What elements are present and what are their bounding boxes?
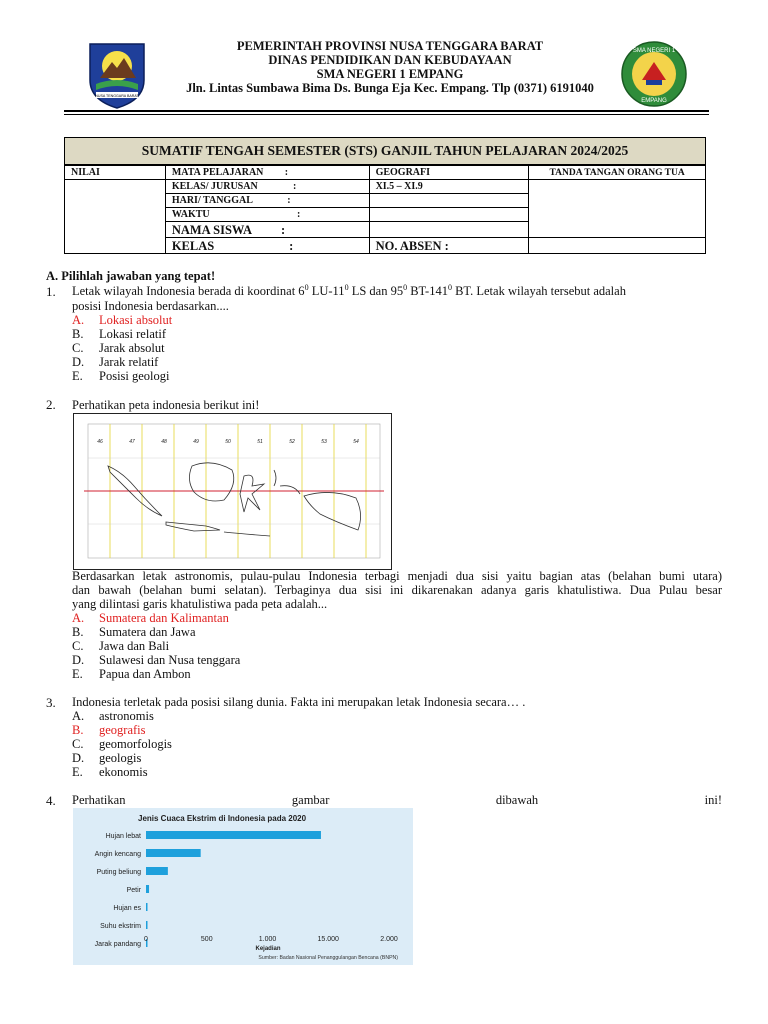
school-logo-top-text: SMA NEGERI 1 <box>632 48 676 54</box>
chart-source: Sumber: Badan Nasional Penanggulangan Bencana (BNPN) <box>258 955 398 961</box>
indonesia-timezone-map <box>73 413 392 570</box>
nama-field[interactable] <box>369 222 529 238</box>
kelas-jurusan-value: XI.5 – XI.9 <box>369 180 529 194</box>
ttd-label: TANDA TANGAN ORANG TUA <box>529 166 706 180</box>
q2-option-d[interactable]: D. Sulawesi dan Nusa tenggara <box>72 653 241 667</box>
q4-number: 4. <box>46 793 56 808</box>
hari-label: HARI/ TANGGAL : <box>165 194 369 208</box>
zone-label: 50 <box>225 439 231 445</box>
mapel-value: GEOGRAFI <box>369 166 529 180</box>
q1-option-e[interactable]: E. Posisi geologi <box>72 369 170 383</box>
x-tick-label: 2.000 <box>380 936 398 943</box>
nama-label: NAMA SISWA : <box>165 222 369 238</box>
header-government: PEMERINTAH PROVINSI NUSA TENGGARA BARAT <box>236 39 544 53</box>
q3-option-c[interactable]: C. geomorfologis <box>72 737 172 751</box>
bar-suhu-ekstrim <box>146 921 148 929</box>
sulawesi-island <box>240 475 264 512</box>
q3-number: 3. <box>46 695 56 710</box>
q1-text-line2: posisi Indonesia berdasarkan.... <box>72 299 229 313</box>
bar-petir <box>146 885 149 893</box>
q1-option-b[interactable]: B. Lokasi relatif <box>72 327 166 341</box>
kelas-jurusan-label: KELAS/ JURUSAN : <box>165 180 369 194</box>
category-label: Petir <box>126 887 141 894</box>
category-label: Hujan es <box>113 905 141 912</box>
nilai-label: NILAI <box>65 166 166 180</box>
extreme-weather-chart <box>73 808 413 965</box>
zone-label: 53 <box>321 439 327 445</box>
chart-title: Jenis Cuaca Ekstrim di Indonesia pada 2020 <box>138 814 307 823</box>
nusa-tenggara-islands <box>224 532 270 536</box>
q2-text-line1: Berdasarkan letak astronomis, pulau-pulau Indonesia terbagi menjadi dua sisi yaitu bagian atas (belahan bumi utara) <box>72 569 722 583</box>
school-logo-bottom-text: EMPANG <box>641 98 667 104</box>
papua-island <box>280 486 361 530</box>
x-tick-label: 15.000 <box>317 936 339 943</box>
zone-label: 52 <box>289 439 295 445</box>
waktu-label: WAKTU : <box>165 208 369 222</box>
zone-label: 46 <box>97 439 103 445</box>
q2-text-line2: dan bawah (belahan bumi selatan). Terbaginya dua sisi ini dikarenakan adanya garis khatulistiwa. Dua Pulau besar <box>72 583 722 597</box>
bar-angin-kencang <box>146 849 201 857</box>
category-label: Puting beliung <box>96 869 141 876</box>
q1-option-c[interactable]: C. Jarak absolut <box>72 341 165 355</box>
q3-option-b[interactable]: B. geografis <box>72 723 146 737</box>
category-label: Angin kencang <box>94 851 141 858</box>
q4-text: Perhatikan gambar dibawah ini! <box>72 793 722 807</box>
province-logo-text: NUSA TENGGARA BARAT <box>95 94 139 98</box>
x-axis-label: Kejadian <box>255 946 281 952</box>
category-label: Jarak pandang <box>94 941 141 948</box>
x-tick-label: 0 <box>144 936 148 943</box>
kelas-label: KELAS : <box>165 238 369 254</box>
category-label: Suhu ekstrim <box>100 923 141 930</box>
q3-text: Indonesia terletak pada posisi silang dunia. Fakta ini merupakan letak Indonesia secara… . <box>72 695 526 709</box>
exam-title: SUMATIF TENGAH SEMESTER (STS) GANJIL TAHUN PELAJARAN 2024/2025 <box>64 137 706 165</box>
q1-option-a[interactable]: A. Lokasi absolut <box>72 313 173 327</box>
q2-text-line3: yang dilintasi garis khatulistiwa pada peta adalah... <box>72 597 328 611</box>
province-logo <box>86 40 148 110</box>
q2-option-b[interactable]: B. Sumatera dan Jawa <box>72 625 196 639</box>
q3-option-d[interactable]: D. geologis <box>72 751 142 765</box>
x-tick-label: 1.000 <box>258 936 277 943</box>
q3-option-e[interactable]: E. ekonomis <box>72 765 148 779</box>
zone-label: 51 <box>257 439 263 445</box>
nilai-box[interactable] <box>65 180 166 254</box>
q1-option-d[interactable]: D. Jarak relatif <box>72 355 159 369</box>
q2-option-e[interactable]: E. Papua dan Ambon <box>72 667 191 681</box>
x-tick-label: 500 <box>200 936 213 943</box>
zone-label: 49 <box>193 439 199 445</box>
mapel-label: MATA PELAJARAN : <box>165 166 369 180</box>
q2-option-c[interactable]: C. Jawa dan Bali <box>72 639 170 653</box>
category-label: Hujan lebat <box>105 833 141 840</box>
header-address: Jln. Lintas Sumbawa Bima Ds. Bunga Eja Kec. Empang. Tlp (0371) 6191040 <box>186 81 594 95</box>
hari-field[interactable] <box>369 194 529 208</box>
ttd-box[interactable] <box>529 180 706 238</box>
zone-label: 48 <box>161 439 167 445</box>
absen-label: NO. ABSEN : <box>369 238 529 254</box>
kalimantan-island <box>189 463 233 501</box>
q1-number: 1. <box>46 284 56 299</box>
bar-hujan-lebat <box>146 831 321 839</box>
section-a-heading: A. Pilihlah jawaban yang tepat! <box>46 269 216 283</box>
waktu-field[interactable] <box>369 208 529 222</box>
q2-intro: Perhatikan peta indonesia berikut ini! <box>72 398 260 412</box>
q3-option-a[interactable]: A. astronomis <box>72 709 154 723</box>
zone-label: 54 <box>353 439 359 445</box>
header-department: DINAS PENDIDIKAN DAN KEBUDAYAAN <box>268 53 512 67</box>
bar-puting-beliung <box>146 867 168 875</box>
q2-option-a[interactable]: A. Sumatera dan Kalimantan <box>72 611 229 625</box>
q1-text: Letak wilayah Indonesia berada di koordinat $6^0$ $LU-11^0$ LS dan $95^0$ $BT-141^0$ BT. Letak wilayah tersebut adalah <box>72 282 626 298</box>
school-logo <box>620 40 688 108</box>
header-school: SMA NEGERI 1 EMPANG <box>316 67 464 81</box>
absen-field[interactable] <box>529 238 706 254</box>
q2-number: 2. <box>46 397 56 412</box>
zone-label: 47 <box>129 439 135 445</box>
bar-hujan-es <box>146 903 148 911</box>
student-info-table <box>64 165 706 254</box>
header-rule-thick <box>64 110 709 112</box>
header-rule-thin <box>64 114 709 115</box>
maluku-islands <box>274 470 276 486</box>
